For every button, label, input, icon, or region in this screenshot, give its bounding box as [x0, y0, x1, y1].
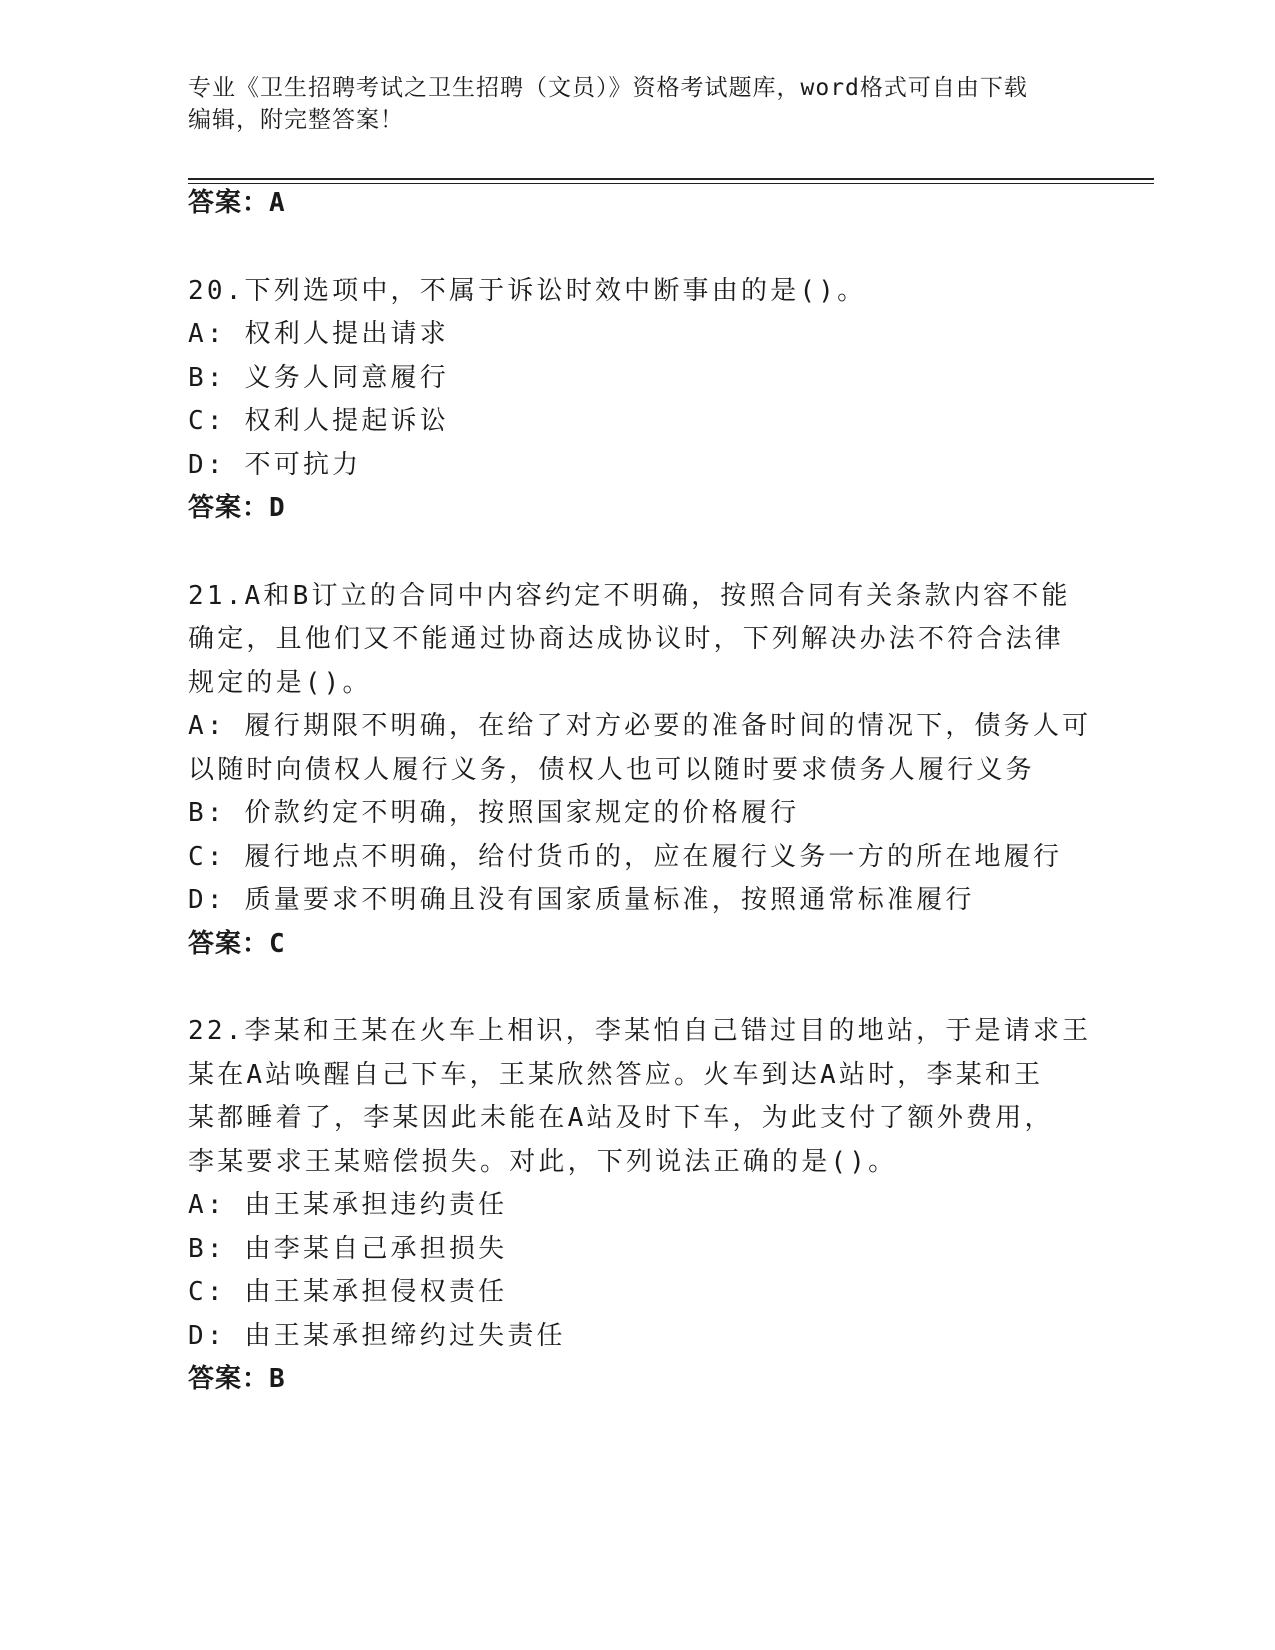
q22-stem-line-2: 某在A站唤醒自己下车，王某欣然答应。火车到达A站时，李某和王 [188, 1060, 1044, 1090]
q21-option-a-line-1: A: 履行期限不明确，在给了对方必要的准备时间的情况下，债务人可 [188, 711, 1092, 741]
q20-option-b: B: 义务人同意履行 [188, 363, 449, 393]
q22-stem-line-1: 22.李某和王某在火车上相识，李某怕自己错过目的地站，于是请求王 [188, 1016, 1092, 1046]
q21-stem-line-2: 确定，且他们又不能通过协商达成协议时，下列解决办法不符合法律 [188, 624, 1065, 654]
q21-answer: 答案：C [188, 929, 286, 959]
header-line-1: 专业《卫生招聘考试之卫生招聘（文员）》资格考试题库，word格式可自由下载 [188, 75, 1028, 101]
q20-option-a: A: 权利人提出请求 [188, 319, 449, 349]
header-rule-thin [188, 183, 1154, 184]
q21-stem-line-1: 21.A和B订立的合同中内容约定不明确，按照合同有关条款内容不能 [188, 581, 1071, 611]
q20-option-c: C: 权利人提起诉讼 [188, 406, 449, 436]
q20-answer: 答案：D [188, 493, 286, 523]
q21-option-d: D: 质量要求不明确且没有国家质量标准，按照通常标准履行 [188, 885, 975, 915]
previous-answer: 答案：A [188, 188, 286, 218]
q21-stem-line-3: 规定的是()。 [188, 668, 372, 698]
header-rule-thick [188, 178, 1154, 180]
q22-option-d: D: 由王某承担缔约过失责任 [188, 1321, 566, 1351]
q21-option-c: C: 履行地点不明确，给付货币的，应在履行义务一方的所在地履行 [188, 842, 1063, 872]
q22-option-b: B: 由李某自己承担损失 [188, 1234, 508, 1264]
q22-option-c: C: 由王某承担侵权责任 [188, 1277, 508, 1307]
document-header [188, 72, 1068, 136]
q22-stem-line-4: 李某要求王某赔偿损失。对此，下列说法正确的是()。 [188, 1147, 898, 1177]
q22-stem-line-3: 某都睡着了，李某因此未能在A站及时下车，为此支付了额外费用， [188, 1103, 1054, 1133]
q21-option-a-line-2: 以随时向债权人履行义务，债权人也可以随时要求债务人履行义务 [188, 755, 1035, 785]
q20-option-d: D: 不可抗力 [188, 450, 362, 480]
q20-stem: 20.下列选项中，不属于诉讼时效中断事由的是()。 [188, 276, 867, 306]
q22-answer: 答案：B [188, 1364, 286, 1394]
q22-option-a: A: 由王某承担违约责任 [188, 1190, 508, 1220]
header-line-2: 编辑，附完整答案！ [188, 107, 404, 133]
q21-option-b: B: 价款约定不明确，按照国家规定的价格履行 [188, 798, 800, 828]
